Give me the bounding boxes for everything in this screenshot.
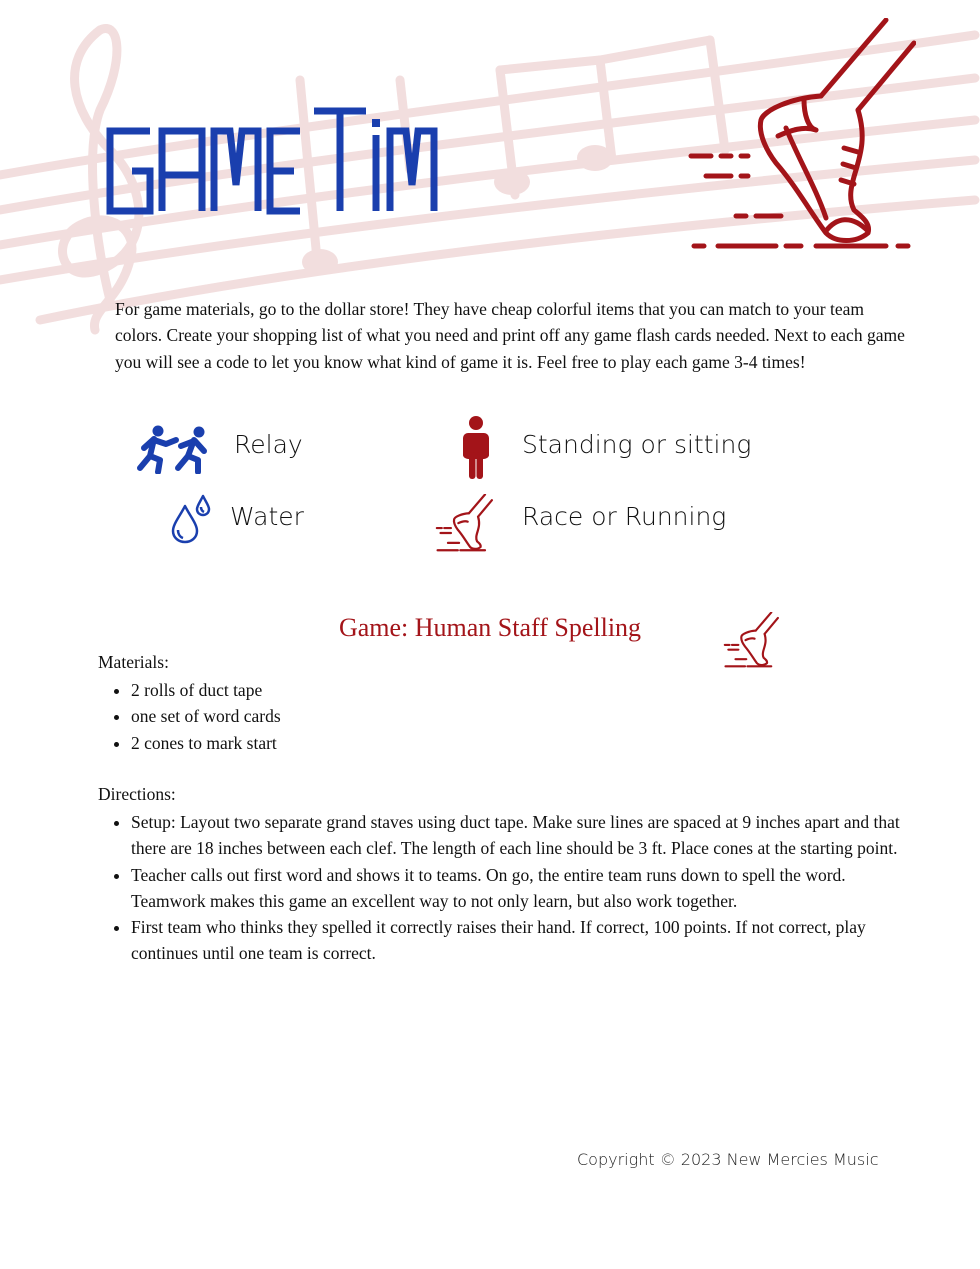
list-item: • 2 rolls of duct tape: [131, 677, 281, 703]
legend-standing-label: Standing or sitting: [522, 430, 752, 459]
legend-water-label: Water: [230, 502, 304, 531]
game-time-title-icon: [104, 105, 444, 220]
list-item: • Setup: Layout two separate grand staves using duct tape. Make sure lines are spaced at 9 inches apart and that there are 18 inches between each clef. The length of each line should be 3 ft. Place cones at the starting point.: [131, 809, 901, 862]
relay-runners-icon: [136, 424, 210, 474]
running-shoe-hero-icon: [686, 18, 916, 253]
intro-paragraph: For game materials, go to the dollar store! They have cheap colorful items that you can match to your team colors. Create your shopping list of what you need and print off any game flash cards needed. Next to each game you will see a code to let you know what kind of game it is. Feel free to play each game 3-4 times!: [115, 299, 905, 372]
list-item: • Teacher calls out first word and shows it to teams. On go, the entire team runs down to spell the word. Teamwork makes this game an excellent way to not only learn, but also work together.: [131, 862, 901, 915]
legend-race-label: Race or Running: [522, 502, 727, 531]
materials-list: [98, 677, 281, 756]
copyright-text: Copyright © 2023 New Mercies Music: [577, 1150, 879, 1169]
legend-relay-label: Relay: [234, 430, 303, 459]
directions-label: Directions:: [98, 784, 176, 804]
list-item: • 2 cones to mark start: [131, 730, 281, 756]
person-standing-icon: [461, 416, 491, 479]
directions-list: [98, 809, 901, 967]
list-item: • one set of word cards: [131, 703, 281, 729]
materials-label: Materials:: [98, 652, 169, 672]
running-shoe-icon: [722, 612, 780, 668]
running-shoe-icon: [434, 494, 494, 552]
water-drops-icon: [170, 494, 212, 544]
list-item: • First team who thinks they spelled it correctly raises their hand. If correct, 100 points. If not correct, play continues until one team is correct.: [131, 914, 901, 967]
game-title: Game: Human Staff Spelling: [338, 613, 642, 642]
